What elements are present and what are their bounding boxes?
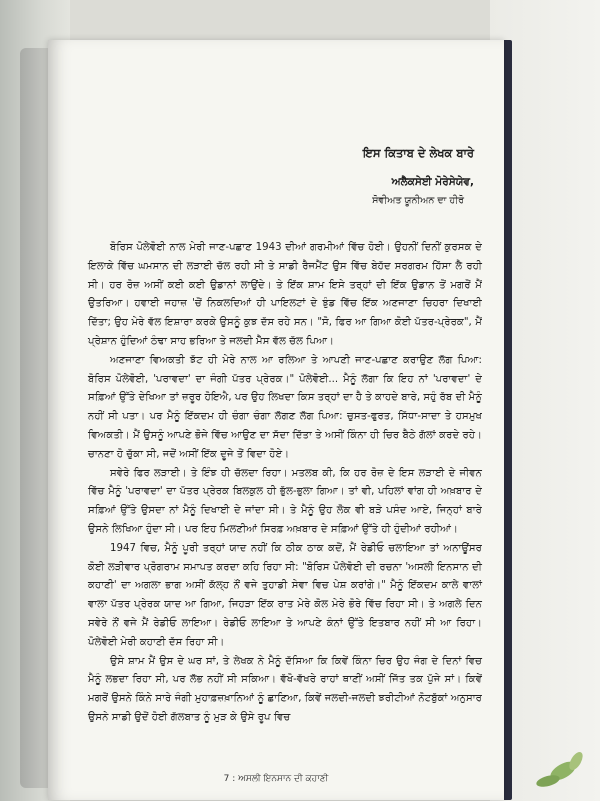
paragraph: 1947 ਵਿਚ, ਮੈਨੂੰ ਪੂਰੀ ਤਰ੍ਹਾਂ ਯਾਦ ਨਹੀਂ ਕਿ ਠੀਕ ਠਾਕ ਕਦੋਂ, ਮੈਂ ਰੇਡੀਓ ਚਲਾਇਆ ਤਾਂ ਅਨਾਊਂਸਰ ਕੋਈ ਲੜੀਵਾਰ ਪ੍ਰੋਗਰਾਮ ਸਮਾਪਤ ਕਰਦਾ ਕਹਿ ਰਿਹਾ ਸੀ: "ਬੋਰਿਸ ਪੋਲੇਵੋਈ ਦੀ ਰਚਨਾ 'ਅਸਲੀ ਇਨਸਾਨ ਦੀ ਕਹਾਣੀ' ਦਾ ਅਗਲਾ ਭਾਗ ਅਸੀਂ ਕੱਲ੍ਹ ਨੌਂ ਵਜੇ ਤੁਹਾਡੀ ਸੇਵਾ ਵਿਚ ਪੇਸ਼ ਕਰਾਂਗੇ।" ਮੈਨੂੰ ਇੱਕਦਮ ਕਾਲੇ ਵਾਲਾਂ ਵਾਲਾ ਪੱਤਰ ਪ੍ਰੇਰਕ ਯਾਦ ਆ ਗਿਆ, ਜਿਹੜਾ ਇੱਕ ਰਾਤ ਮੇਰੇ ਕੋਲ ਮੇਰੇ ਭੋਰੇ ਵਿੱਚ ਰਿਹਾ ਸੀ। ਤੇ ਅਗਲੇ ਦਿਨ ਸਵੇਰੇ ਨੌਂ ਵਜੇ ਮੈਂ ਰੇਡੀਓ ਲਾਇਆ। ਰੇਡੀਓ ਲਾਇਆ ਤੇ ਆਪਣੇ ਕੰਨਾਂ ਉੱਤੇ ਇਤਬਾਰ ਨਹੀਂ ਸੀ ਆ ਰਿਹਾ। ਪੋਲੇਵੋਈ ਮੇਰੀ ਕਹਾਣੀ ਦੱਸ ਰਿਹਾ ਸੀ। — [88, 542, 482, 648]
plant-leaves-decoration — [518, 731, 588, 791]
book-page — [48, 40, 504, 800]
paragraph: ਸਵੇਰੇ ਫਿਰ ਲੜਾਈ। ਤੇ ਇੰਝ ਹੀ ਚੱਲਦਾ ਰਿਹਾ। ਮਤਲਬ ਕੀ, ਕਿ ਹਰ ਰੋਜ਼ ਦੇ ਇਸ ਲੜਾਈ ਦੇ ਜੀਵਨ ਵਿੱਚ ਮੈਨੂੰ 'ਪਰਾਵਦਾ' ਦਾ ਪੱਤਰ ਪ੍ਰੇਰਕ ਬਿਲਕੁਲ ਹੀ ਭੁੱਲ-ਭੁਲਾ ਗਿਆ। ਤਾਂ ਵੀ, ਪਹਿਲਾਂ ਵਾਂਗ ਹੀ ਅਖ਼ਬਾਰ ਦੇ ਸਫ਼ਿਆਂ ਉੱਤੇ ਉਸਦਾ ਨਾਂ ਮੈਨੂੰ ਦਿਖਾਈ ਦੇ ਜਾਂਦਾ ਸੀ। ਤੇ ਮੈਨੂੰ ਉਹ ਲੋਕ ਵੀ ਬੜੇ ਪਸੰਦ ਆਏ, ਜਿਨ੍ਹਾਂ ਬਾਰੇ ਉਸਨੇ ਲਿਖਿਆ ਹੁੰਦਾ ਸੀ। ਪਰ ਇਹ ਮਿਲਣੀਆਂ ਸਿਰਫ਼ ਅਖ਼ਬਾਰ ਦੇ ਸਫ਼ਿਆਂ ਉੱਤੇ ਹੀ ਹੁੰਦੀਆਂ ਰਹੀਆਂ। — [88, 467, 482, 535]
paragraph: ਉਸੇ ਸ਼ਾਮ ਮੈਂ ਉਸ ਦੇ ਘਰ ਸਾਂ, ਤੇ ਲੇਖਕ ਨੇ ਮੈਨੂੰ ਦੱਸਿਆ ਕਿ ਕਿਵੇਂ ਕਿੰਨਾ ਚਿਰ ਉਹ ਜੰਗ ਦੇ ਦਿਨਾਂ ਵਿਚ ਮੈਨੂੰ ਲਭਦਾ ਰਿਹਾ ਸੀ, ਪਰ ਲੱਭ ਨਹੀਂ ਸੀ ਸਕਿਆ। ਵੱਖੋ-ਵੱਖਰੇ ਰਾਹਾਂ ਥਾਣੀਂ ਅਸੀਂ ਜਿੱਤ ਤਕ ਪੁੱਜੇ ਸਾਂ। ਕਿਵੇਂ ਮਗਰੋਂ ਉਸਨੇ ਕਿੰਨੇ ਸਾਰੇ ਜੰਗੀ ਮੁਹਾਫ਼ਜ਼ਖ਼ਾਨਿਆਂ ਨੂੰ ਛਾਣਿਆ, ਕਿਵੇਂ ਜਲਦੀ-ਜਲਦੀ ਝਰੀਟੀਆਂ ਨੋਟਬੁੱਕਾਂ ਅਨੁਸਾਰ ਉਸਨੇ ਸਾਡੀ ਉਦੋਂ ਹੋਈ ਗੱਲਬਾਤ ਨੂੰ ਮੁੜ ਕੇ ਉਸੇ ਰੂਪ ਵਿਚ — [88, 655, 482, 723]
chapter-heading: ਇਸ ਕਿਤਾਬ ਦੇ ਲੇਖਕ ਬਾਰੇ — [362, 146, 474, 160]
body-text — [88, 239, 482, 728]
paragraph: ਬੋਰਿਸ ਪੋਲੇਵੋਈ ਨਾਲ ਮੇਰੀ ਜਾਣ-ਪਛਾਣ 1943 ਦੀਆਂ ਗਰਮੀਆਂ ਵਿੱਚ ਹੋਈ। ਉਹਨੀਂ ਦਿਨੀਂ ਕੁਰਸਕ ਦੇ ਇਲਾਕੇ ਵਿੱਚ ਘਮਸਾਨ ਦੀ ਲੜਾਈ ਚੱਲ ਰਹੀ ਸੀ ਤੇ ਸਾਡੀ ਰੈਜਮੈਂਟ ਉਸ ਵਿੱਚ ਬੇਹੱਦ ਸਰਗਰਮ ਹਿੱਸਾ ਲੈ ਰਹੀ ਸੀ। ਹਰ ਰੋਜ਼ ਅਸੀਂ ਕਈ ਕਈ ਉਡਾਨਾਂ ਲਾਉਂਦੇ। ਤੇ ਇੱਕ ਸ਼ਾਮ ਇਸੇ ਤਰ੍ਹਾਂ ਦੀ ਇੱਕ ਉਡਾਨ ਤੋਂ ਮਗਰੋਂ ਮੈਂ ਉਤਰਿਆ। ਹਵਾਈ ਜਹਾਜ਼ 'ਚੋਂ ਨਿਕਲਦਿਆਂ ਹੀ ਪਾਇਲਟਾਂ ਦੇ ਝੁੰਡ ਵਿੱਚ ਇੱਕ ਅਣਜਾਣਾ ਚਿਹਰਾ ਦਿਖਾਈ ਦਿੱਤਾ; ਉਹ ਮੇਰੇ ਵੱਲ ਇਸ਼ਾਰਾ ਕਰਕੇ ਉਸਨੂੰ ਕੁਝ ਦੱਸ ਰਹੇ ਸਨ। "ਸੋ, ਫਿਰ ਆ ਗਿਆ ਕੋਈ ਪੱਤਰ-ਪ੍ਰੇਰਕ", ਮੈਂ ਪ੍ਰੇਸ਼ਾਨ ਹੁੰਦਿਆਂ ਠੰਢਾ ਸਾਹ ਭਰਿਆ ਤੇ ਜਲਦੀ ਮੈੱਸ ਵੱਲ ਚੱਲ ਪਿਆ। — [88, 242, 482, 347]
paragraph: ਅਣਜਾਣਾ ਵਿਅਕਤੀ ਝੱਟ ਹੀ ਮੇਰੇ ਨਾਲ ਆ ਰਲਿਆ ਤੇ ਆਪਣੀ ਜਾਣ-ਪਛਾਣ ਕਰਾਉਣ ਲੱਗ ਪਿਆ: ਬੋਰਿਸ ਪੋਲੇਵੋਈ, 'ਪਰਾਵਦਾ' ਦਾ ਜੰਗੀ ਪੱਤਰ ਪ੍ਰੇਰਕ।" ਪੋਲੇਵੋਈ... ਮੈਨੂੰ ਲੱਗਾ ਕਿ ਇਹ ਨਾਂ 'ਪਰਾਵਦਾ' ਦੇ ਸਫ਼ਿਆਂ ਉੱਤੇ ਦੇਖਿਆ ਤਾਂ ਜ਼ਰੂਰ ਹੋਇਐ, ਪਰ ਉਹ ਲਿਖਦਾ ਕਿਸ ਤਰ੍ਹਾਂ ਦਾ ਹੈ ਤੇ ਕਾਹਦੇ ਬਾਰੇ, ਸਹੁੰ ਰੱਬ ਦੀ ਮੈਨੂੰ ਨਹੀਂ ਸੀ ਪਤਾ। ਪਰ ਮੈਨੂੰ ਇੱਕਦਮ ਹੀ ਚੰਗਾ ਚੰਗਾ ਲੱਗਣ ਲੱਗ ਪਿਆ: ਚੁਸਤ-ਫੁਰਤ, ਸਿੱਧਾ-ਸਾਦਾ ਤੇ ਹਸਮੁਖ ਵਿਅਕਤੀ। ਮੈਂ ਉਸਨੂੰ ਆਪਣੇ ਭੋਜੇ ਵਿੱਚ ਆਉਣ ਦਾ ਸੱਦਾ ਦਿੱਤਾ ਤੇ ਅਸੀਂ ਕਿੰਨਾ ਹੀ ਚਿਰ ਬੈਠੇ ਗੱਲਾਂ ਕਰਦੇ ਰਹੇ। ਚਾਨਣਾ ਹੋ ਚੁੱਕਾ ਸੀ, ਜਦੋਂ ਅਸੀਂ ਇੱਕ ਦੂਜੇ ਤੋਂ ਵਿਦਾ ਹੋਏ। — [88, 354, 482, 460]
author-name: ਅਲੈਕਸੇਈ ਮੋਰੇਸੇਯੇਵ, — [391, 176, 474, 188]
page-footer: 7 : ਅਸਲੀ ਇਨਸਾਨ ਦੀ ਕਹਾਣੀ — [223, 774, 329, 784]
author-title: ਸੋਵੀਅਤ ਯੂਨੀਅਨ ਦਾ ਹੀਰੋ — [372, 195, 464, 206]
